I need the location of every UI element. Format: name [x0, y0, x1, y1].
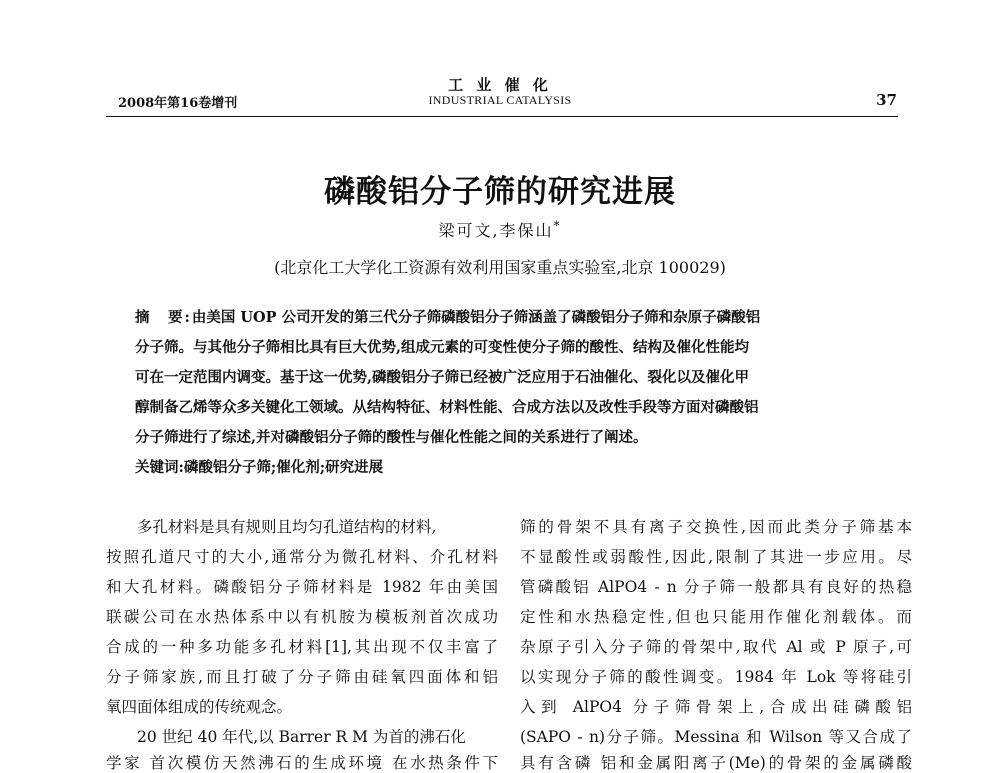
body-text-line: 定性和水热稳定性,但也只能用作催化剂载体。而: [520, 608, 912, 626]
keywords-text: 磷酸铝分子筛;催化剂;研究进展: [183, 459, 384, 476]
abstract-line: 可在一定范围内调变。基于这一优势,磷酸铝分子筛已经被广泛应用于石油催化、裂化以及催化甲: [135, 369, 750, 386]
affiliation: (北京化工大学化工资源有效利用国家重点实验室,北京 100029): [274, 258, 726, 277]
body-text-line: 杂原子引入分子筛的骨架中,取代 Al 或 P 原子,可: [520, 638, 912, 656]
corresponding-author-mark: *: [553, 218, 562, 233]
body-text-line: 以实现分子筛的酸性调变。1984 年 Lok 等将硅引: [520, 668, 912, 686]
body-text-line: 管磷酸铝 AlPO4 - n 分子筛一般都具有良好的热稳: [520, 578, 912, 596]
body-text-line: 多孔材料是具有规则且均匀孔道结构的材料,: [137, 518, 437, 536]
paper-title: 磷酸铝分子筛的研究进展: [324, 174, 676, 210]
keywords-line: [135, 456, 383, 477]
body-text-line-cut: 学家 首次模仿天然沸石的生成环境 在水热条件下: [106, 754, 498, 772]
abstract-line: [135, 306, 760, 327]
body-text-line-cut: 具有含磷 铝和金属阳离子(Me)的骨架的金属磷酸: [520, 754, 912, 772]
header-divider: [106, 116, 898, 117]
abstract-line: 醇制备乙烯等众多关键化工领域。从结构特征、材料性能、合成方法以及改性手段等方面对磷酸铝: [135, 399, 759, 416]
keywords-label: 关键词:: [135, 459, 184, 476]
body-text-line: 按照孔道尺寸的大小,通常分为微孔材料、介孔材料: [106, 548, 498, 566]
body-text-line: (SAPO - n)分子筛。Messina 和 Wilson 等又合成了: [520, 728, 912, 746]
page-number: 37: [876, 91, 897, 109]
body-text-line: 和大孔材料。磷酸铝分子筛材料是 1982 年由美国: [106, 578, 498, 596]
abstract-line: 分子筛进行了综述,并对磷酸铝分子筛的酸性与催化性能之间的关系进行了阐述。: [135, 429, 648, 446]
body-text-line: 20 世纪 40 年代,以 Barrer R M 为首的沸石化: [137, 728, 466, 746]
body-text-line: 合成的一种多功能多孔材料[1],其出现不仅丰富了: [106, 638, 498, 656]
abstract-label: 摘 要:: [135, 309, 192, 326]
author-names: 梁可文,李保山: [438, 221, 554, 240]
body-text-line: 分子筛家族,而且打破了分子筛由硅氧四面体和铝: [106, 668, 498, 686]
body-text-line: 入到 AlPO4 分子筛骨架上,合成出硅磷酸铝: [520, 698, 912, 716]
issue-info: 2008年第16卷增刊: [118, 96, 238, 111]
body-text-line: 不显酸性或弱酸性,因此,限制了其进一步应用。尽: [520, 548, 912, 566]
journal-name-chinese: 工 业 催 化: [448, 76, 552, 94]
body-text-line: 联碳公司在水热体系中以有机胺为模板剂首次成功: [106, 608, 498, 626]
journal-name-english: INDUSTRIAL CATALYSIS: [428, 93, 572, 107]
body-text-line: 氧四面体组成的传统观念。: [106, 698, 293, 716]
abstract-text: 由美国 UOP 公司开发的第三代分子筛磷酸铝分子筛涵盖了磷酸铝分子筛和杂原子磷酸铝: [191, 309, 761, 326]
abstract-line: 分子筛。与其他分子筛相比具有巨大优势,组成元素的可变性使分子筛的酸性、结构及催化性能均: [135, 339, 750, 356]
author-list: [0, 218, 1000, 241]
body-text-line: 筛的骨架不具有离子交换性,因而此类分子筛基本: [520, 518, 912, 536]
